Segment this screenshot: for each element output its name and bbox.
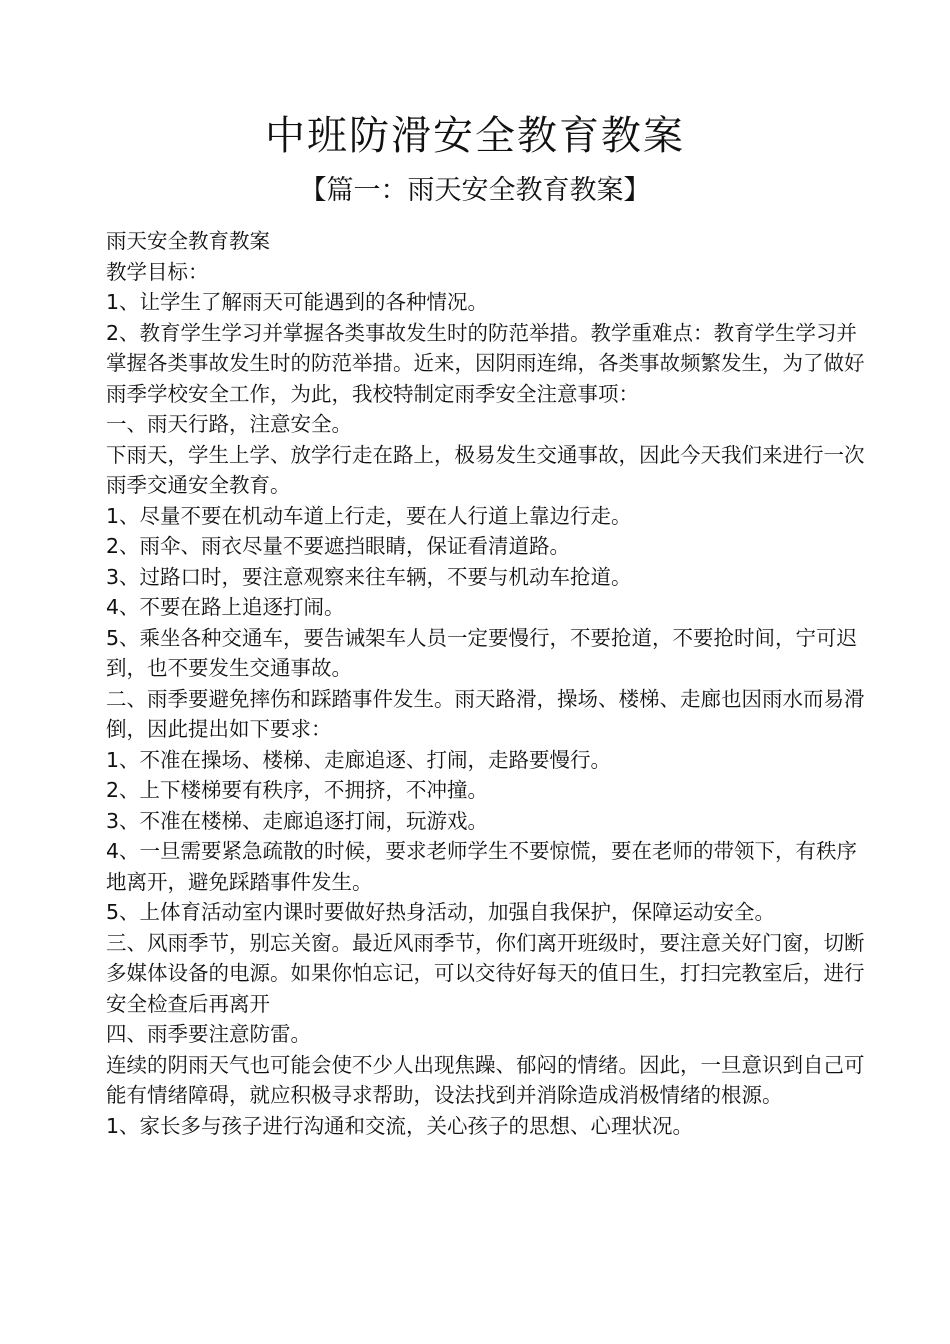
paragraph: 四、雨季要注意防雷。 [106,1022,311,1046]
paragraph: 2、雨伞、雨衣尽量不要遮挡眼睛，保证看清道路。 [106,534,571,558]
paragraph: 1、家长多与孩子进行沟通和交流，关心孩子的思想、心理状况。 [106,1113,694,1138]
paragraph: 5、乘坐各种交通车，要告诫架车人员一定要慢行，不要抢道，不要抢时间，宁可迟到，也不要发生交通事故。 [106,625,858,680]
paragraph: 4、不要在路上追逐打闹。 [106,595,345,619]
document-body [106,226,866,1141]
section-heading: 【篇一：雨天安全教育教案】 [299,175,651,206]
paragraph: 雨天安全教育教案 [106,229,270,253]
paragraph: 一、雨天行路，注意安全。 [106,412,352,436]
paragraph: 1、尽量不要在机动车道上行走，要在人行道上靠边行走。 [106,503,632,528]
paragraph: 2、教育学生学习并掌握各类事故发生时的防范举措。教学重难点：教育学生学习并掌握各类事故发生时的防范举措。近来，因阴雨连绵，各类事故频繁发生，为了做好雨季学校安全工作，为此，我校特制定雨季安全注意事项： [106,320,865,406]
paragraph: 3、过路口时，要注意观察来往车辆，不要与机动车抢道。 [106,564,632,589]
paragraph: 下雨天，学生上学、放学行走在路上，极易发生交通事故，因此今天我们来进行一次雨季交通安全教育。 [106,442,865,497]
paragraph: 三、风雨季节，别忘关窗。最近风雨季节，你们离开班级时，要注意关好门窗，切断多媒体设备的电源。如果你怕忘记，可以交待好每天的值日生，打扫完教室后，进行安全检查后再离开 [106,930,865,1016]
paragraph: 5、上体育活动室内课时要做好热身活动，加强自我保护，保障运动安全。 [106,900,776,924]
paragraph: 1、让学生了解雨天可能遇到的各种情况。 [106,290,489,314]
paragraph: 教学目标： [106,259,209,284]
paragraph: 连续的阴雨天气也可能会使不少人出现焦躁、郁闷的情绪。因此，一旦意识到自己可能有情绪障碍，就应积极寻求帮助，设法找到并消除造成消极情绪的根源。 [106,1052,865,1107]
document-title: 中班防滑安全教育教案 [265,113,685,159]
paragraph: 1、不准在操场、楼梯、走廊追逐、打闹，走路要慢行。 [106,747,612,772]
paragraph: 4、一旦需要紧急疏散的时候，要求老师学生不要惊慌，要在老师的带领下，有秩序地离开，避免踩踏事件发生。 [106,839,858,894]
paragraph: 2、上下楼梯要有秩序，不拥挤，不冲撞。 [106,778,489,802]
paragraph: 3、不准在楼梯、走廊追逐打闹，玩游戏。 [106,808,489,833]
paragraph: 二、雨季要避免摔伤和踩踏事件发生。雨天路滑，操场、楼梯、走廊也因雨水而易滑倒，因此提出如下要求： [106,686,865,741]
